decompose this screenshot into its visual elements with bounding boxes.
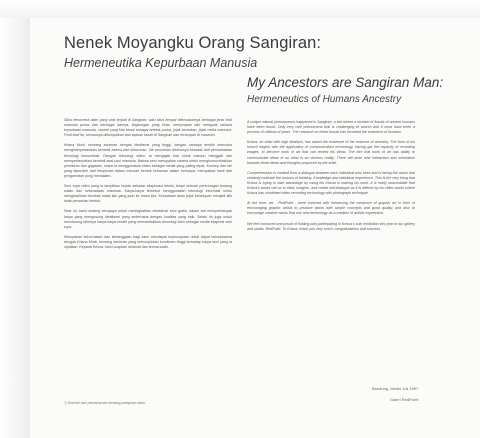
footnote: *) Diambil dari pemahaman tentang pelajaran alam. — [64, 401, 147, 405]
paragraph: We feel honoured and proud of holding and participating in Krisna's solo exhibition this year in our gallery and studio, RedPoint. To Krisna, thank you very much, congratulations and success. — [247, 221, 415, 231]
indonesian-title: Nenek Moyangku Orang Sangiran: — [64, 34, 322, 52]
paragraph: Krisna Murti, seorang seniman dengan idealisme yang tinggi, dengan caranya sendiri mencoba menginterpretasikan kembali esensi dari keturunan. Ide pencarian leluhurnya berawal dari pemanfaatan teknologi komunikasi. Dengan teknologi video, ia mengajak kita untuk mampu menggali dan mempertanyakan kembali asal-usul manusia. Bahwa seni merupakan sarana untuk mengkomunikasikan pemikiran dan gagasan, maka ia menggunakan video sebagai media yang paling tepat. Konsep dan ide yang diperoleh dari eksplorasi dalam mencari bentuk kebaruan dalam berkarya, merupakan hasil dari pengamatan yang mendalam. — [64, 143, 232, 178]
paragraph: Seni rupa video yang ia tampilkan bukan sekadar eksplorasi teknis, tetapi sebuah perenungan tentang waktu dan keberadaan manusia. Karya-karya tersebut menggunakan teknologi informasi untuk menghadirkan kembali masa lalu yang jauh ke masa kini. Kesadaran akan jejak kehidupan menjadi titik tolak pencarian bentuk. — [64, 184, 232, 204]
paragraph: Comprehension is created from a dialogue between each individual who sees and is facing the works that certainly motivate the horizon of thinking. Knowledge and individual experience. This is the very thing that Krisna is trying to take advantage by using his Krisna is making his work. It is really unavoidable that Krisna's works call us to think, imagine, and create self-dialogue as it is offered by his video works where Krisna has combined video recording technology with photograph technique. — [247, 170, 415, 196]
indonesian-text-column — [64, 118, 232, 386]
scan-shadow-left — [0, 0, 30, 438]
paragraph: A unique natural phenomenon happened in Sangiran, a site where a number of fossils of ancient humans have been found. Only very rare phenomena that is challenging to search and it must have been a process of millions of years. The research on these fossils has revealed the existence of humans. — [247, 120, 415, 135]
signatory-name: Galeri RedPoint — [390, 397, 419, 402]
indonesian-subtitle: Hermeneutika Kepurbaan Manusia — [64, 56, 258, 70]
paragraph: Krisna, an artist with high idealism, has asked the existence of the essence of ancestry. The form of his search begins with the application of communication technology, having got the capacity of recording images, to become work of art that can review his ideas. The fact that work of art has ability to communicate ideas of an artist is an obvious reality. There will arise new interaction and orientation towards those ideas and thoughts proposed by the artist. — [247, 140, 415, 165]
scan-shadow-top — [0, 0, 480, 18]
english-subtitle: Hermeneutics of Humans Ancestry — [247, 94, 402, 105]
signature-block — [372, 386, 418, 408]
english-title: My Ancestors are Sangiran Man: — [247, 75, 444, 90]
english-text-column — [247, 120, 415, 388]
paragraph: Seat ini, kami sedang berupaya untuk meningkatkan eksistensi seni grafis, dalam arti memperbanyak karya yang mengusung idealisme yang sederhana dengan kualitas yang baik. Selain itu juga untuk mendorong lahirnya karya-karya kreatif yang memanfaatkan teknologi baru sebagai media ekspresi seni rupa. — [64, 209, 232, 229]
paragraph: At the time, we - RedPoint - were involved with enhancing the existence of graphic art in form of encouraging graphic artists to produce works with simple concepts and good quality, and also to encourage creative works that use new technology as a medium of artistic expression. — [247, 201, 415, 216]
paragraph: Situs fenomena alam yang unik terjadi di Sangiran, satu situs tempat ditemukannya berbagai jenis fosil manusia purba dan berbagai lainnya, lingkungan yang khas, menyimpan dan menguak rahasia kepurbaan manusia, seperti yang kita kenal sebagai artefak purba, jejak bentukan, jejak cerita manusia. Fosil-fosil itu, semuanya dikumpulkan dari lapisan tanah di Sangiran dan tersimpan di museum. — [64, 118, 232, 138]
place-date: Bandung, Medio Juli 1997 — [372, 386, 419, 391]
paragraph: Merupakan kehormatan dan kebanggaan bagi kami mendapat kepercayaan untuk dapat bekerjasama dengan Krisna Murti, seorang seniman yang menunjukkan komitmen tinggi terhadap karya seni yang ia ciptakan. Kepada Krisna, kami ucapkan selamat dan terima kasih. — [64, 234, 232, 249]
